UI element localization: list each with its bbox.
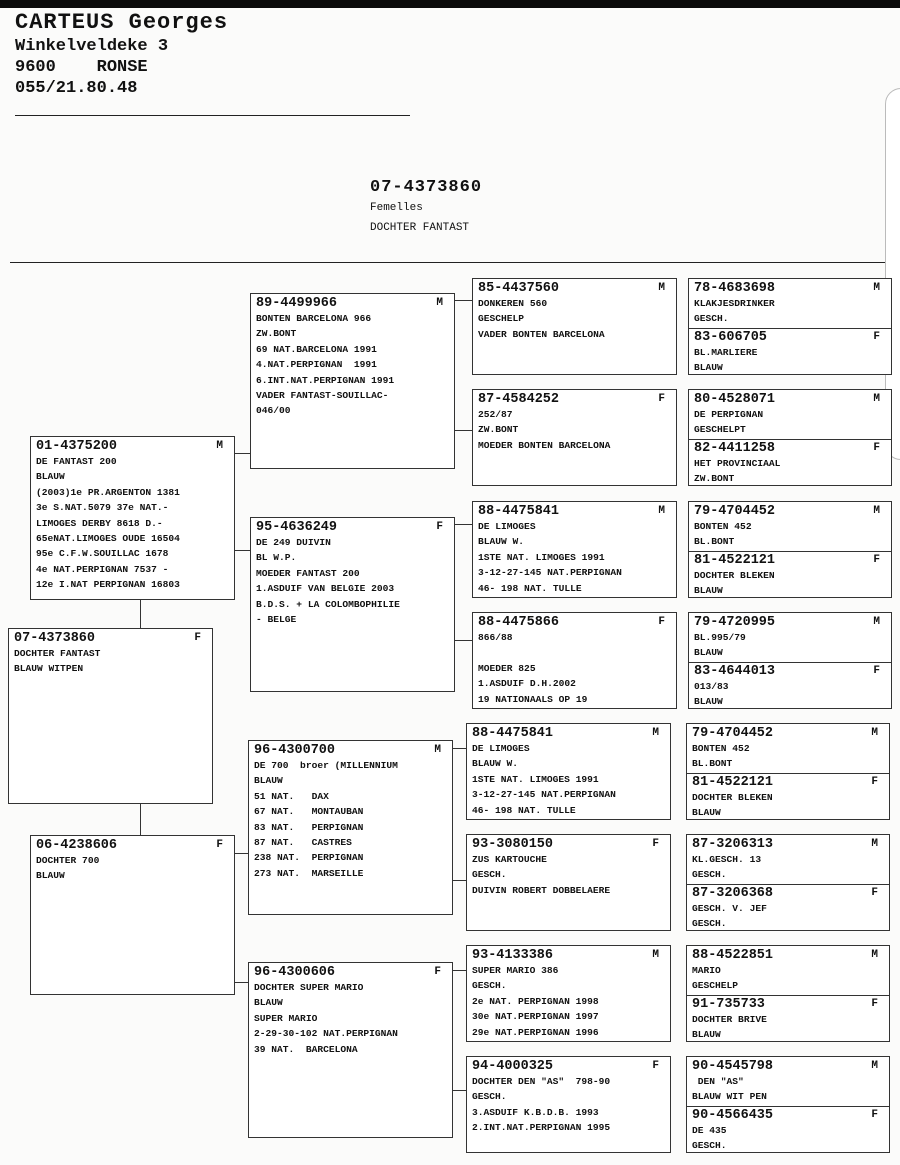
bird-fff-line: DONKEREN 560 [478, 298, 548, 309]
connector-fm-fmm [455, 640, 472, 641]
bird-g8a-sex: M [871, 1060, 878, 1072]
bird-subject-ring: 07-4373860 [14, 631, 96, 646]
bird-fff-line: GESCHELP [478, 313, 525, 325]
bird-g6a-header [692, 837, 884, 852]
bird-fm-sex: F [436, 521, 443, 533]
bird-card-fff [472, 278, 677, 375]
bird-g7b-sex: F [871, 997, 878, 1010]
bird-pair-7 [686, 945, 890, 1042]
bird-mff-line: 3-12-27-145 NAT.PERPIGNAN [472, 789, 616, 801]
bird-ffm-line: MOEDER BONTEN BARCELONA [478, 439, 611, 451]
pair-divider [687, 1106, 889, 1107]
bird-g6a-line: GESCH. [692, 869, 727, 881]
bird-father-sex: M [216, 440, 223, 452]
bird-mmf-line: 2e NAT. PERPIGNAN 1998 [472, 995, 599, 1007]
bird-mmm-line: 2.INT.NAT.PERPIGNAN 1995 [472, 1122, 611, 1134]
bird-mmf-line: 30e NAT.PERPIGNAN 1997 [472, 1011, 599, 1023]
bird-fmf-line: 3-12-27-145 NAT.PERPIGNAN [478, 567, 622, 579]
connector-subject-father [140, 600, 141, 628]
pair-divider [689, 439, 891, 440]
bird-g8a-header [692, 1059, 884, 1074]
bird-father-line: 65eNAT.LIMOGES OUDE 16504 [36, 533, 180, 545]
owner-street: Winkelveldeke 3 [15, 37, 169, 56]
bird-pair-8 [686, 1056, 890, 1153]
bird-mm-line: SUPER MARIO [254, 1012, 318, 1024]
bird-card-subject [8, 628, 213, 804]
bird-g1b-ring: 83-606705 [694, 329, 767, 345]
bird-pair-4 [688, 612, 892, 709]
bird-fmm-line: 19 NATIONAALS OP 19 [478, 693, 588, 705]
bird-g2b-line: ZW.BONT [694, 473, 735, 485]
bird-card-fmm [472, 612, 677, 709]
bird-mf-line: 83 NAT. PERPIGNAN [254, 821, 364, 833]
connector-ff-fff [455, 300, 472, 301]
bird-g5a-line: BONTEN 452 [692, 743, 750, 754]
bird-mfm-line: ZUS KARTOUCHE [472, 854, 547, 865]
pair-divider [687, 773, 889, 774]
owner-city-line [15, 57, 228, 78]
bird-fmm-ring: 88-4475866 [478, 615, 560, 630]
bird-card-fmf [472, 501, 677, 598]
bird-fm-line: - BELGE [256, 614, 297, 626]
bird-g1a-line: KLAKJESDRINKER [694, 298, 775, 309]
owner-header [15, 10, 228, 99]
connector-mother-mf [235, 853, 248, 854]
bird-g7b-line: BLAUW [692, 1029, 721, 1041]
bird-card-mother [30, 835, 235, 995]
bird-mf-line: 67 NAT. MONTAUBAN [254, 806, 364, 818]
bird-ff-ring: 89-4499966 [256, 296, 338, 311]
bird-ff-sex: M [436, 297, 443, 309]
pair-divider [687, 884, 889, 885]
bird-father-line: BLAUW [36, 471, 65, 483]
bird-ffm-ring: 87-4584252 [478, 392, 560, 407]
connector-fm-fmf [455, 524, 472, 525]
bird-g5b-header [692, 775, 884, 790]
bird-mother-line: DOCHTER 700 [36, 855, 100, 866]
bird-g8b-line: GESCH. [692, 1140, 727, 1152]
bird-mmf-line: GESCH. [472, 980, 507, 992]
connector-mf-mff [453, 748, 466, 749]
bird-g8b-line: DE 435 [692, 1124, 727, 1136]
bird-fm-line: 1.ASDUIF VAN BELGIE 2003 [256, 583, 395, 595]
main-rule [10, 262, 900, 263]
bird-fmf-line: 46- 198 NAT. TULLE [478, 582, 582, 594]
pedigree-category: Femelles [370, 202, 423, 214]
bird-g6a-line: KL.GESCH. 13 [692, 854, 762, 865]
bird-g2a-sex: M [873, 393, 880, 405]
bird-g7b-header [692, 997, 884, 1012]
bird-g5b-ring: 81-4522121 [692, 774, 774, 790]
bird-g4a-sex: M [873, 616, 880, 628]
bird-fmm-sex: F [658, 616, 665, 628]
bird-g3b-line: BLAUW [694, 585, 723, 597]
bird-ff-line: VADER FANTAST-SOUILLAC- [256, 390, 389, 402]
bird-subject-header [14, 631, 207, 646]
bird-fmf-line: DE LIMOGES [478, 521, 536, 532]
bird-father-ring: 01-4375200 [36, 439, 118, 454]
bird-father-line: 3e S.NAT.5079 37e NAT.- [36, 502, 169, 514]
bird-g4b-ring: 83-4644013 [694, 663, 776, 679]
bird-mmm-line: GESCH. [472, 1091, 507, 1103]
bird-fmf-sex: M [658, 505, 665, 517]
bird-g8b-sex: F [871, 1108, 878, 1121]
bird-mfm-header [472, 837, 665, 852]
bird-fm-line: DE 249 DUIVIN [256, 537, 331, 548]
pedigree-name: DOCHTER FANTAST [370, 222, 470, 234]
bird-mff-sex: M [652, 727, 659, 739]
bird-fm-header [256, 520, 449, 535]
bird-g8a-line: BLAUW WIT PEN [692, 1091, 767, 1103]
bird-g4b-header [694, 664, 886, 679]
bird-mf-line: BLAUW [254, 775, 283, 787]
bird-card-mfm [466, 834, 671, 931]
bird-fmf-line: 1STE NAT. LIMOGES 1991 [478, 551, 605, 563]
bird-pair-5 [686, 723, 890, 820]
bird-father-line: 12e I.NAT PERPIGNAN 16803 [36, 579, 180, 591]
bird-mmf-line: SUPER MARIO 386 [472, 965, 559, 976]
bird-g6b-sex: F [871, 886, 878, 899]
bird-father-line: (2003)1e PR.ARGENTON 1381 [36, 486, 180, 498]
bird-g3b-sex: F [873, 553, 880, 566]
bird-g2a-line: DE PERPIGNAN [694, 409, 764, 420]
bird-card-mff [466, 723, 671, 820]
bird-mff-line: BLAUW W. [472, 758, 519, 770]
bird-g7a-line: GESCHELP [692, 980, 739, 992]
bird-g8b-header [692, 1108, 884, 1123]
bird-ffm-line: ZW.BONT [478, 424, 519, 436]
bird-g3b-ring: 81-4522121 [694, 552, 776, 568]
bird-mother-header [36, 838, 229, 853]
bird-card-mmf [466, 945, 671, 1042]
bird-mmm-ring: 94-4000325 [472, 1059, 554, 1074]
bird-g3b-header [694, 553, 886, 568]
bird-mm-line: 2-29-30-102 NAT.PERPIGNAN [254, 1028, 398, 1040]
bird-mf-line: 51 NAT. DAX [254, 790, 329, 802]
bird-g2b-line: HET PROVINCIAAL [694, 457, 781, 469]
bird-card-ffm [472, 389, 677, 486]
bird-mfm-ring: 93-3080150 [472, 837, 554, 852]
bird-mmf-header [472, 948, 665, 963]
bird-ff-line: 6.INT.NAT.PERPIGNAN 1991 [256, 374, 395, 386]
pair-divider [687, 995, 889, 996]
bird-g5a-line: BL.BONT [692, 758, 733, 770]
connector-mf-mfm [453, 880, 466, 881]
owner-city: RONSE [96, 58, 148, 77]
bird-g6b-ring: 87-3206368 [692, 885, 774, 901]
bird-mmf-ring: 93-4133386 [472, 948, 554, 963]
connector-mm-mmf [453, 970, 466, 971]
connector-mother-mm [235, 982, 248, 983]
bird-g3a-ring: 79-4704452 [694, 504, 776, 519]
bird-father-line: LIMOGES DERBY 8618 D.- [36, 517, 163, 529]
bird-g6b-line: GESCH. V. JEF [692, 902, 767, 914]
top-border [0, 0, 900, 8]
bird-g4b-line: BLAUW [694, 696, 723, 708]
bird-g5b-sex: F [871, 775, 878, 788]
bird-g1b-header [694, 330, 886, 345]
bird-g2a-header [694, 392, 886, 407]
bird-g3a-line: BONTEN 452 [694, 521, 752, 532]
bird-g6a-ring: 87-3206313 [692, 837, 774, 852]
bird-ffm-line: 252/87 [478, 409, 513, 420]
bird-mff-line: 1STE NAT. LIMOGES 1991 [472, 773, 599, 785]
bird-g4b-line: 013/83 [694, 680, 729, 692]
bird-card-mf [248, 740, 453, 915]
bird-pair-1 [688, 278, 892, 375]
bird-mf-line: 238 NAT. PERPIGNAN [254, 852, 364, 864]
bird-mmm-line: DOCHTER DEN "AS" 798-90 [472, 1076, 611, 1087]
bird-g5b-line: BLAUW [692, 807, 721, 819]
bird-g5b-line: DOCHTER BLEKEN [692, 791, 773, 803]
bird-g1a-sex: M [873, 282, 880, 294]
bird-ffm-sex: F [658, 393, 665, 405]
bird-card-fm [250, 517, 455, 692]
bird-mfm-line: GESCH. [472, 869, 507, 881]
bird-g4a-header [694, 615, 886, 630]
pair-divider [689, 328, 891, 329]
bird-mfm-line: DUIVIN ROBERT DOBBELAERE [472, 884, 611, 896]
connector-subject-mother [140, 804, 141, 835]
bird-g2a-ring: 80-4528071 [694, 392, 776, 407]
bird-fff-sex: M [658, 282, 665, 294]
bird-card-mmm [466, 1056, 671, 1153]
bird-fff-header [478, 281, 671, 296]
bird-ff-header [256, 296, 449, 311]
bird-father-line: 4e NAT.PERPIGNAN 7537 - [36, 563, 169, 575]
bird-g6b-line: GESCH. [692, 918, 727, 930]
bird-g1a-line: GESCH. [694, 313, 729, 325]
pair-divider [689, 551, 891, 552]
bird-fmm-line: MOEDER 825 [478, 662, 536, 674]
bird-fmm-line: 866/88 [478, 632, 513, 643]
bird-g4a-ring: 79-4720995 [694, 615, 776, 630]
bird-ffm-header [478, 392, 671, 407]
header-rule [15, 115, 410, 116]
owner-postcode: 9600 [15, 58, 56, 77]
bird-pair-2 [688, 389, 892, 486]
pair-divider [689, 662, 891, 663]
bird-mm-ring: 96-4300606 [254, 965, 336, 980]
bird-father-line: DE FANTAST 200 [36, 456, 117, 467]
bird-g4b-sex: F [873, 664, 880, 677]
bird-father-header [36, 439, 229, 454]
connector-father-ff [235, 453, 250, 454]
bird-card-mm [248, 962, 453, 1138]
bird-mother-sex: F [216, 839, 223, 851]
bird-subject-line: BLAUW WITPEN [14, 663, 84, 675]
bird-mf-header [254, 743, 447, 758]
bird-g8a-line: DEN "AS" [692, 1076, 744, 1087]
bird-g8a-ring: 90-4545798 [692, 1059, 774, 1074]
bird-g7a-sex: M [871, 949, 878, 961]
bird-mff-header [472, 726, 665, 741]
bird-mm-sex: F [434, 966, 441, 978]
bird-card-father [30, 436, 235, 600]
connector-ff-ffm [455, 430, 472, 431]
bird-mmm-header [472, 1059, 665, 1074]
bird-mf-sex: M [434, 744, 441, 756]
owner-phone: 055/21.80.48 [15, 79, 138, 98]
bird-fm-line: BL W.P. [256, 552, 297, 564]
bird-mm-header [254, 965, 447, 980]
bird-ff-line: 046/00 [256, 405, 291, 417]
bird-fmm-line [478, 645, 671, 660]
bird-fmf-line: BLAUW W. [478, 536, 525, 548]
bird-g1b-sex: F [873, 330, 880, 343]
bird-mf-line: 87 NAT. CASTRES [254, 837, 352, 849]
bird-mmf-sex: M [652, 949, 659, 961]
bird-mff-ring: 88-4475841 [472, 726, 554, 741]
bird-g2b-header [694, 441, 886, 456]
bird-fff-line: VADER BONTEN BARCELONA [478, 328, 605, 340]
bird-g8b-ring: 90-4566435 [692, 1107, 774, 1123]
bird-mmf-line: 29e NAT.PERPIGNAN 1996 [472, 1026, 599, 1038]
bird-fm-line: MOEDER FANTAST 200 [256, 567, 360, 579]
bird-ff-line: ZW.BONT [256, 328, 297, 340]
bird-g6b-header [692, 886, 884, 901]
bird-g7a-line: MARIO [692, 965, 721, 976]
bird-g1b-line: BLAUW [694, 362, 723, 374]
bird-g5a-header [692, 726, 884, 741]
bird-fmf-header [478, 504, 671, 519]
owner-name: CARTEUS Georges [15, 10, 229, 35]
bird-g2b-sex: F [873, 441, 880, 454]
bird-mf-line: 273 NAT. MARSEILLE [254, 867, 364, 879]
bird-mff-line: 46- 198 NAT. TULLE [472, 804, 576, 816]
bird-subject-sex: F [194, 632, 201, 644]
bird-mmm-sex: F [652, 1060, 659, 1072]
bird-mf-ring: 96-4300700 [254, 743, 336, 758]
bird-pair-6 [686, 834, 890, 931]
bird-mother-ring: 06-4238606 [36, 838, 118, 853]
bird-g3b-line: DOCHTER BLEKEN [694, 569, 775, 581]
pedigree-ring: 07-4373860 [370, 178, 483, 197]
connector-father-fm [235, 550, 250, 551]
bird-g7a-header [692, 948, 884, 963]
bird-mff-line: DE LIMOGES [472, 743, 530, 754]
pedigree-title [370, 178, 482, 237]
bird-g3a-sex: M [873, 505, 880, 517]
bird-mother-line: BLAUW [36, 870, 65, 882]
bird-fmm-header [478, 615, 671, 630]
bird-fmf-ring: 88-4475841 [478, 504, 560, 519]
bird-g1a-ring: 78-4683698 [694, 281, 776, 296]
bird-ff-line: 4.NAT.PERPIGNAN 1991 [256, 359, 377, 371]
bird-fmm-line: 1.ASDUIF D.H.2002 [478, 678, 576, 690]
bird-g3a-line: BL.BONT [694, 536, 735, 548]
bird-fff-ring: 85-4437560 [478, 281, 560, 296]
bird-mfm-sex: F [652, 838, 659, 850]
connector-mm-mmm [453, 1090, 466, 1091]
bird-mm-line: BLAUW [254, 997, 283, 1009]
bird-ff-line: 69 NAT.BARCELONA 1991 [256, 343, 377, 355]
bird-ff-line: BONTEN BARCELONA 966 [256, 313, 372, 324]
bird-mm-line: DOCHTER SUPER MARIO [254, 982, 364, 993]
bird-g7a-ring: 88-4522851 [692, 948, 774, 963]
bird-g3a-header [694, 504, 886, 519]
bird-g5a-sex: M [871, 727, 878, 739]
bird-fm-ring: 95-4636249 [256, 520, 338, 535]
bird-mm-line: 39 NAT. BARCELONA [254, 1043, 358, 1055]
bird-g7b-line: DOCHTER BRIVE [692, 1013, 767, 1025]
bird-g1a-header [694, 281, 886, 296]
bird-g4a-line: BL.995/79 [694, 632, 746, 643]
bird-g2a-line: GESCHELPT [694, 424, 746, 436]
bird-mf-line: DE 700 broer (MILLENNIUM [254, 760, 398, 771]
bird-fm-line: B.D.S. + LA COLOMBOPHILIE [256, 598, 400, 610]
bird-g2b-ring: 82-4411258 [694, 440, 776, 456]
bird-father-line: 95e C.F.W.SOUILLAC 1678 [36, 548, 169, 560]
bird-g5a-ring: 79-4704452 [692, 726, 774, 741]
bird-g7b-ring: 91-735733 [692, 996, 765, 1012]
bird-g4a-line: BLAUW [694, 647, 723, 659]
bird-g6a-sex: M [871, 838, 878, 850]
bird-card-ff [250, 293, 455, 469]
bird-g1b-line: BL.MARLIERE [694, 346, 758, 358]
bird-mmm-line: 3.ASDUIF K.B.D.B. 1993 [472, 1106, 599, 1118]
bird-subject-line: DOCHTER FANTAST [14, 648, 101, 659]
bird-pair-3 [688, 501, 892, 598]
